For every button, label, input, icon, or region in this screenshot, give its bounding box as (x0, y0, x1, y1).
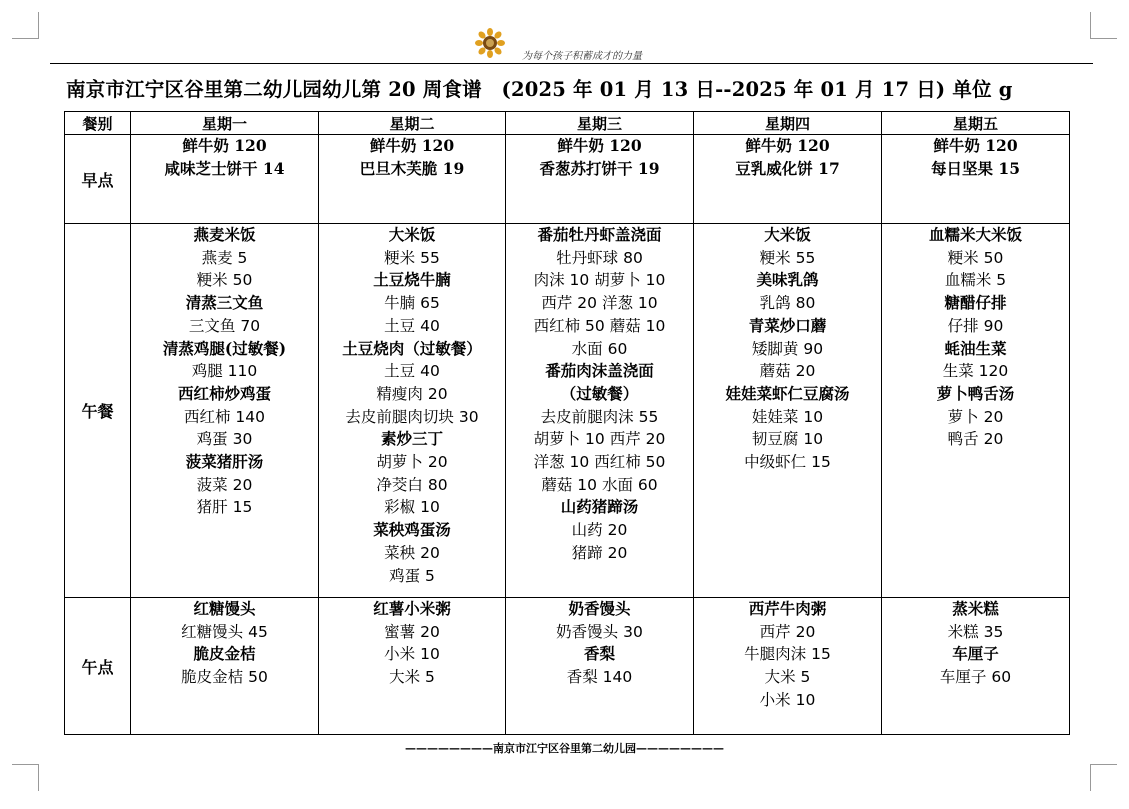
menu-cell (506, 135, 694, 224)
header-day-wed: 星期三 (506, 112, 694, 135)
menu-cell (131, 224, 319, 598)
ingredient-line: 粳米 50 (196, 271, 253, 290)
ingredient-line: 菠菜 20 (196, 475, 253, 494)
dish-name: 血糯米大米饭 (928, 225, 1022, 244)
menu-cell (882, 135, 1070, 224)
menu-cell (694, 135, 882, 224)
dish-name: 香葱苏打饼干 19 (539, 158, 660, 178)
dish-name: （过敏餐） (560, 383, 639, 403)
ingredient-line: 乳鸽 80 (759, 294, 816, 313)
meal-row (65, 224, 1070, 598)
ingredient-line: 洋葱 10 西红柿 50 (533, 453, 666, 472)
ingredient-line: 鸡蛋 5 (389, 566, 435, 585)
ingredient-line: 胡萝卜 10 西芹 20 (533, 430, 666, 449)
crop-mark-top-right (1090, 12, 1117, 39)
footer-text: ————————南京市江宁区谷里第二幼儿园———————— (405, 742, 724, 755)
ingredient-line: 鸭舌 20 (947, 430, 1004, 449)
dish-name: 糖醋仔排 (944, 293, 1007, 313)
meal-row (65, 598, 1070, 735)
dish-name: 清蒸三文鱼 (185, 293, 264, 313)
ingredient-line: 蘑菇 20 (759, 362, 816, 381)
dish-name: 菠菜猪肝汤 (185, 452, 264, 472)
ingredient-line: 大米 5 (764, 668, 811, 687)
header-motto: 为每个孩子积蓄成才的力量 (522, 51, 642, 62)
ingredient-line: 去皮前腿肉沫 55 (540, 407, 659, 426)
ingredient-line: 娃娃菜 10 (751, 407, 824, 426)
dish-name: 每日坚果 15 (931, 158, 1020, 178)
ingredient-line: 粳米 50 (947, 248, 1004, 267)
ingredient-line: 香梨 140 (566, 668, 633, 687)
ingredient-line: 仔排 90 (947, 316, 1004, 335)
ingredient-line: 韧豆腐 10 (751, 430, 824, 449)
meal-type-label: 早点 (65, 135, 131, 224)
header-day-mon: 星期一 (131, 112, 319, 135)
menu-cell (694, 598, 882, 735)
dish-name: 香梨 (583, 644, 615, 664)
header-day-fri: 星期五 (882, 112, 1070, 135)
dish-name: 豆乳威化饼 17 (735, 158, 840, 178)
ingredient-line: 生菜 120 (942, 362, 1009, 381)
dish-name: 土豆烧肉（过敏餐） (342, 338, 482, 358)
ingredient-line: 西红柿 140 (183, 407, 265, 426)
dish-name: 蚝油生菜 (944, 338, 1007, 358)
dish-name: 番茄肉沫盖浇面 (545, 361, 654, 381)
ingredient-line: 矮脚黄 90 (751, 339, 824, 358)
header-divider (50, 63, 1093, 64)
ingredient-line: 鸡蛋 30 (196, 430, 253, 449)
header-day-thu: 星期四 (694, 112, 882, 135)
ingredient-line: 小米 10 (759, 690, 816, 709)
ingredient-line: 鸡腿 110 (191, 362, 258, 381)
dish-name: 红糖馒头 (193, 599, 256, 618)
dish-name: 鲜牛奶 120 (369, 136, 455, 155)
ingredient-line: 牡丹虾球 80 (556, 248, 643, 267)
ingredient-line: 山药 20 (571, 521, 628, 540)
ingredient-line: 西红柿 50 蘑菇 10 (533, 316, 666, 335)
ingredient-line: 精瘦肉 20 (376, 384, 448, 403)
ingredient-line: 土豆 40 (384, 316, 440, 335)
dish-name: 巴旦木芙脆 19 (359, 158, 465, 178)
dish-name: 娃娃菜虾仁豆腐汤 (725, 383, 850, 403)
sunflower-logo-icon (475, 28, 505, 58)
crop-mark-bottom-right (1090, 764, 1117, 791)
ingredient-line: 猪蹄 20 (571, 543, 628, 562)
ingredient-line: 燕麦 5 (201, 248, 248, 267)
dish-name: 青菜炒口蘑 (748, 315, 827, 335)
dish-name: 鲜牛奶 120 (182, 136, 267, 155)
dish-name: 西红柿炒鸡蛋 (177, 383, 271, 403)
dish-name: 咸味芝士饼干 14 (164, 158, 285, 178)
ingredient-line: 菜秧 20 (384, 543, 440, 562)
ingredient-line: 彩椒 10 (384, 498, 440, 517)
meal-type-label: 午点 (65, 598, 131, 735)
header-meal-type: 餐别 (65, 112, 131, 135)
menu-cell (131, 598, 319, 735)
dish-name: 脆皮金桔 (193, 644, 256, 664)
ingredient-line: 猪肝 15 (196, 498, 253, 517)
ingredient-line: 去皮前腿肉切块 30 (345, 407, 479, 426)
weekly-menu-table (64, 111, 1070, 735)
dish-name: 鲜牛奶 120 (933, 136, 1018, 155)
ingredient-line: 土豆 40 (384, 362, 440, 381)
table-header-row (65, 112, 1070, 135)
dish-name: 清蒸鸡腿(过敏餐) (162, 338, 287, 358)
dish-name: 美味乳鸽 (756, 270, 819, 290)
menu-cell (131, 135, 319, 224)
dish-name: 大米饭 (764, 225, 811, 244)
dish-name: 山药猪蹄汤 (560, 497, 639, 517)
menu-cell (882, 224, 1070, 598)
dish-name: 番茄牡丹虾盖浇面 (537, 225, 662, 244)
dish-name: 鲜牛奶 120 (745, 136, 830, 155)
ingredient-line: 车厘子 60 (939, 668, 1012, 687)
dish-name: 红薯小米粥 (373, 599, 451, 618)
crop-mark-bottom-left (12, 764, 39, 791)
ingredient-line: 粳米 55 (759, 248, 816, 267)
dish-name: 蒸米糕 (952, 599, 999, 618)
dish-name: 大米饭 (388, 225, 436, 244)
dish-name: 土豆烧牛腩 (373, 270, 451, 290)
ingredient-line: 牛腩 65 (384, 294, 440, 313)
ingredient-line: 血糯米 5 (944, 271, 1007, 290)
ingredient-line: 小米 10 (384, 645, 440, 664)
menu-cell (694, 224, 882, 598)
menu-cell (882, 598, 1070, 735)
menu-cell (506, 224, 694, 598)
ingredient-line: 西芹 20 洋葱 10 (541, 294, 658, 313)
ingredient-line: 奶香馒头 30 (556, 622, 643, 641)
dish-name: 奶香馒头 (568, 599, 631, 618)
ingredient-line: 胡萝卜 20 (376, 453, 448, 472)
ingredient-line: 净茭白 80 (376, 475, 448, 494)
ingredient-line: 中级虾仁 15 (744, 453, 831, 472)
meal-type-label: 午餐 (65, 224, 131, 598)
crop-mark-top-left (12, 12, 39, 39)
meal-row (65, 135, 1070, 224)
dish-name: 车厘子 (952, 644, 999, 664)
header-day-tue: 星期二 (319, 112, 506, 135)
menu-cell (506, 598, 694, 735)
ingredient-line: 水面 60 (571, 339, 628, 358)
menu-cell (319, 598, 506, 735)
dish-name: 鲜牛奶 120 (557, 136, 642, 155)
ingredient-line: 粳米 55 (384, 248, 440, 267)
dish-name: 燕麦米饭 (193, 225, 256, 244)
dish-name: 萝卜鸭舌汤 (936, 383, 1015, 403)
dish-name: 素炒三丁 (380, 429, 443, 449)
ingredient-line: 蘑菇 10 水面 60 (541, 475, 658, 494)
menu-cell (319, 224, 506, 598)
ingredient-line: 萝卜 20 (947, 407, 1004, 426)
ingredient-line: 米糕 35 (947, 622, 1004, 641)
menu-cell (319, 135, 506, 224)
ingredient-line: 肉沫 10 胡萝卜 10 (533, 271, 666, 290)
ingredient-line: 红糖馒头 45 (181, 622, 268, 641)
dish-name: 菜秧鸡蛋汤 (373, 520, 451, 540)
ingredient-line: 西芹 20 (759, 622, 816, 641)
ingredient-line: 牛腿肉沫 15 (744, 645, 831, 664)
ingredient-line: 三文鱼 70 (188, 316, 261, 335)
ingredient-line: 蜜薯 20 (384, 622, 440, 641)
ingredient-line: 大米 5 (389, 668, 435, 687)
dish-name: 西芹牛肉粥 (748, 599, 827, 618)
page-title: 南京市江宁区谷里第二幼儿园幼儿第 20 周食谱 (2025 年 01 月 13 日--2025 年 01 月 17 日) 单位 g (66, 78, 1013, 101)
ingredient-line: 脆皮金桔 50 (181, 668, 268, 687)
